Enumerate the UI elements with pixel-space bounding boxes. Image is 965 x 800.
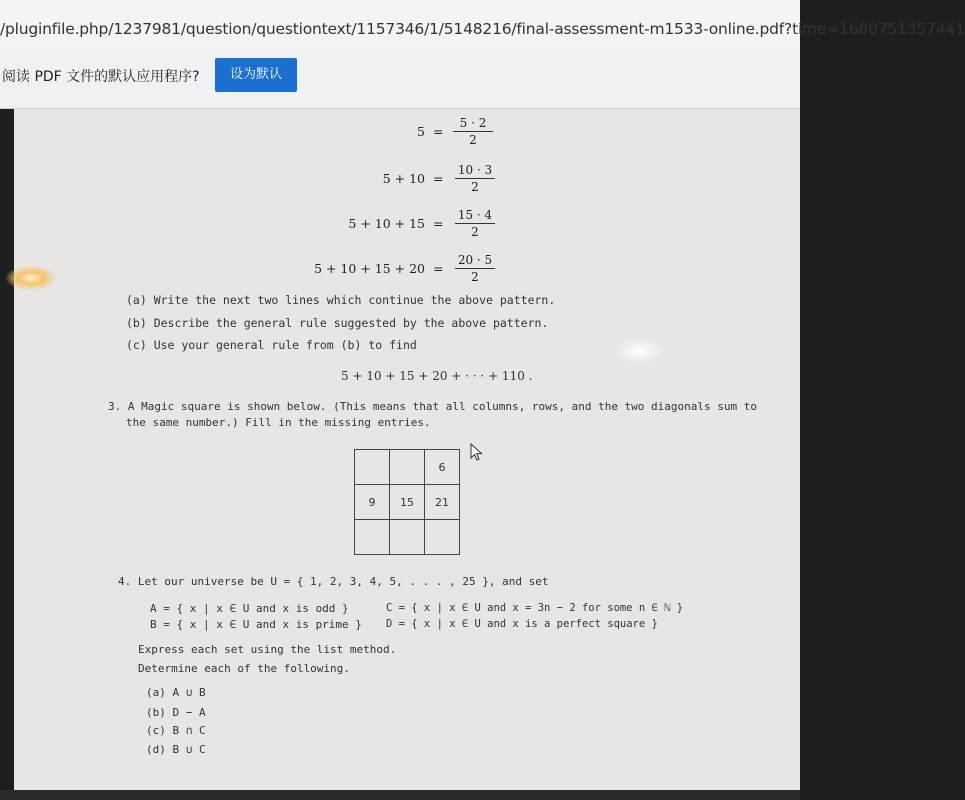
magic-square-cell — [355, 450, 390, 485]
q4-express: Express each set using the list method. — [138, 643, 397, 656]
q2-part-b: (b) Describe the general rule suggested by the above pattern. — [126, 316, 549, 330]
q4-determine: Determine each of the following. — [138, 662, 350, 675]
magic-square-cell: 15 — [390, 485, 425, 520]
equation-lhs: 5 + 10 + 15 — [348, 216, 425, 231]
fraction-denominator: 2 — [471, 270, 479, 284]
magic-square-row — [355, 520, 460, 555]
mouse-pointer-icon — [470, 443, 484, 463]
equation-fraction — [453, 116, 493, 147]
q2-sum-expression: 5 + 10 + 15 + 20 + · · · + 110 . — [341, 369, 533, 383]
q4-set-b: B = { x | x ∈ U and x is prime } — [150, 618, 362, 631]
default-pdf-infobar — [0, 50, 800, 109]
magic-square-row — [355, 485, 460, 520]
fraction-denominator: 2 — [469, 133, 477, 147]
q3-text-line1: 3. A Magic square is shown below. (This means that all columns, rows, and the two diagonals sum to — [108, 400, 758, 413]
url-text[interactable]: /pluginfile.php/1237981/question/questiontext/1157346/1/5148216/final-assessment-m1533-online.pdf?time=1680751357441 — [0, 20, 965, 38]
equals-sign: = — [433, 261, 444, 276]
equation-lhs: 5 + 10 + 15 + 20 — [314, 261, 425, 276]
equals-sign: = — [433, 216, 444, 231]
fraction-numerator: 20 · 5 — [455, 253, 495, 269]
fraction-numerator: 15 · 4 — [455, 208, 495, 224]
q2-part-a: (a) Write the next two lines which continue the above pattern. — [126, 293, 556, 307]
magic-square-cell: 21 — [425, 485, 460, 520]
q4-set-d: D = { x | x ∈ U and x is a perfect square } — [386, 618, 658, 630]
equation-fraction — [455, 208, 495, 239]
magic-square-cell — [355, 520, 390, 555]
q3-text-line2: the same number.) Fill in the missing entries. — [126, 416, 431, 429]
fraction-denominator: 2 — [471, 180, 479, 194]
q4-set-c: C = { x | x ∈ U and x = 3n − 2 for some n ∈ ℕ } — [386, 602, 684, 614]
q4-set-a: A = { x | x ∈ U and x is odd } — [150, 602, 349, 615]
equals-sign: = — [433, 124, 444, 139]
magic-square-cell — [425, 520, 460, 555]
magic-square-cell — [390, 520, 425, 555]
magic-square — [354, 449, 460, 555]
fraction-numerator: 10 · 3 — [455, 163, 495, 179]
fraction-denominator: 2 — [471, 225, 479, 239]
equation-fraction — [455, 163, 495, 194]
set-default-button[interactable]: 设为默认 — [215, 58, 297, 92]
q4-part-a: (a) A ∪ B — [146, 686, 206, 699]
magic-square-cell — [390, 450, 425, 485]
q4-intro: 4. Let our universe be U = { 1, 2, 3, 4, 5, . . . , 25 }, and set — [118, 575, 549, 588]
q4-part-d: (d) B ∪ C — [146, 743, 206, 756]
screen-bezel — [0, 790, 800, 800]
screen-glare — [615, 338, 663, 364]
magic-square-cell: 6 — [425, 450, 460, 485]
infobar-message: 阅读 PDF 文件的默认应用程序? — [2, 69, 200, 85]
q2-part-c: (c) Use your general rule from (b) to find — [126, 338, 417, 352]
screen-glare — [6, 266, 56, 290]
equation-lhs: 5 — [417, 124, 425, 139]
magic-square-cell: 9 — [355, 485, 390, 520]
equation-fraction — [455, 253, 495, 284]
q4-part-c: (c) B ∩ C — [146, 724, 206, 737]
equals-sign: = — [433, 171, 444, 186]
magic-square-row — [355, 450, 460, 485]
equation-lhs: 5 + 10 — [382, 171, 425, 186]
q4-part-b: (b) D − A — [146, 706, 206, 719]
address-bar[interactable] — [0, 0, 965, 51]
fraction-numerator: 5 · 2 — [453, 116, 493, 132]
